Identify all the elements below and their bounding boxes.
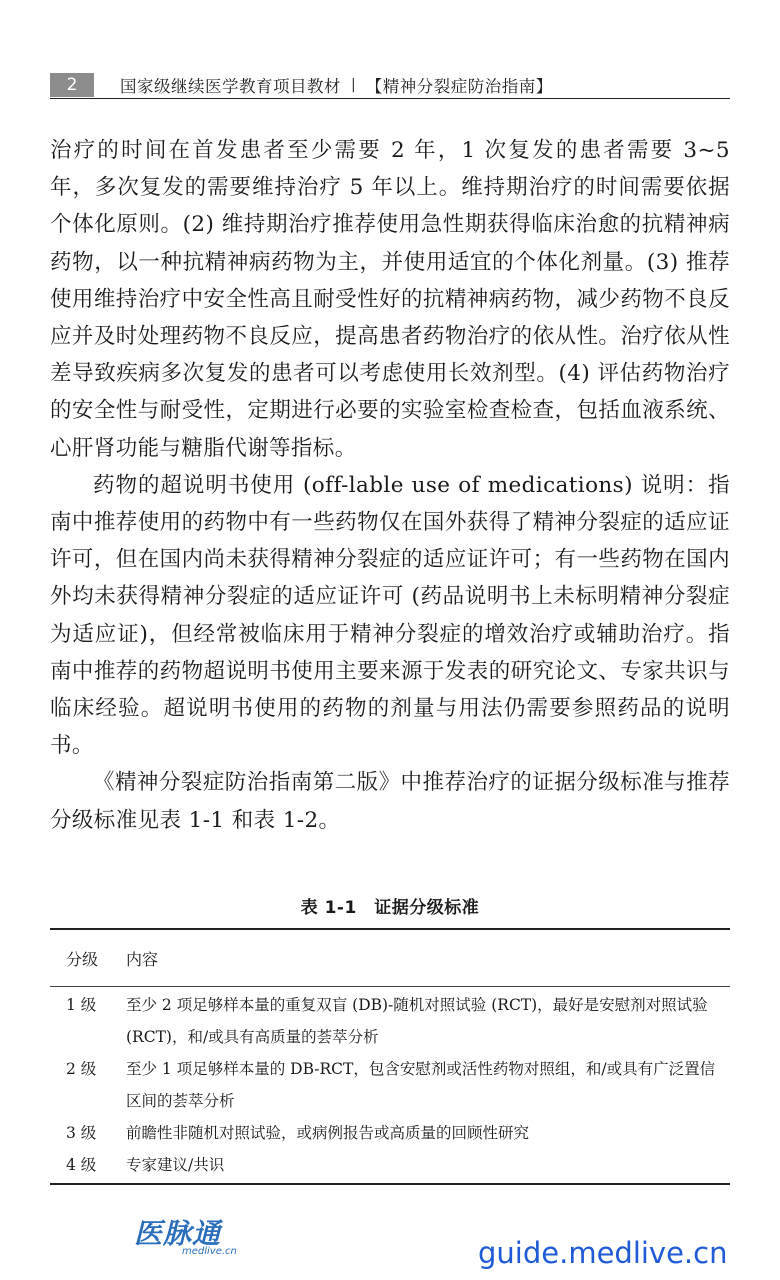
paragraph-1: 治疗的时间在首发患者至少需要 2 年，1 次复发的患者需要 3~5 年，多次复发的需要维持治疗 5 年以上。维持期治疗的时间需要依据个体化原则。(2) 维持期治疗推荐使用急性期获得临床治愈的抗精神病药物，以一种抗精神病药物为主，并使用适宜的个体化剂量。(3) 推荐使用维持治疗中安全性高且耐受性好的抗精神病药物，减少药物不良反应并及时处理药物不良反应，提高患者药物治疗的依从性。治疗依从性差导致疾病多次复发的患者可以考虑使用长效剂型。(4) 评估药物治疗的安全性与耐受性，定期进行必要的实验室检查检查，包括血液系统、心肝肾功能与糖脂代谢等指标。 xyxy=(50,138,730,461)
row-grade: 1 级 xyxy=(66,996,97,1014)
paragraph-2: 药物的超说明书使用 (off-lable use of medications) 说明：指南中推荐使用的药物中有一些药物仅在国外获得了精神分裂症的适应证许可，但在国内尚未获得精神分裂症的适应证许可；有一些药物在国内外均未获得精神分裂症的适应证许可 (药品说明书上未标明精神分裂症为适应证)，但经常被临床用于精神分裂症的增效治疗或辅助治疗。指南中推荐的药物超说明书使用主要来源于发表的研究论文、专家共识与临床经验。超说明书使用的药物的剂量与用法仍需要参照药品的说明书。 xyxy=(50,472,730,759)
table-row xyxy=(50,1149,730,1181)
table-row xyxy=(50,989,730,1053)
header-content: 内容 xyxy=(126,949,159,969)
row-grade: 2 级 xyxy=(66,1060,97,1078)
header-grade: 分级 xyxy=(66,949,99,969)
logo-text: 医脉通 xyxy=(134,1217,222,1250)
paragraph-3: 《精神分裂症防治指南第二版》中推荐治疗的证据分级标准与推荐分级标准见表 1-1 和表 1-2。 xyxy=(50,770,730,833)
table-caption: 表 1-1 证据分级标准 xyxy=(300,898,480,918)
row-grade: 4 级 xyxy=(66,1156,97,1174)
page-number: 2 xyxy=(50,73,94,97)
row-content: 至少 2 项足够样本量的重复双盲 (DB)-随机对照试验 (RCT)，最好是安慰剂对照试验 (RCT)，和/或具有高质量的荟萃分析 xyxy=(126,996,708,1046)
table-row xyxy=(50,1053,730,1117)
running-title: 国家级继续医学教育项目教材 xyxy=(120,77,341,96)
evidence-grade-table xyxy=(50,928,730,1185)
table-row xyxy=(50,1117,730,1149)
row-content: 前瞻性非随机对照试验，或病例报告或高质量的回顾性研究 xyxy=(126,1124,530,1142)
medlive-logo[interactable] xyxy=(134,1212,254,1258)
header-separator: | xyxy=(351,77,356,93)
body-text xyxy=(50,132,730,839)
book-title: 【精神分裂症防治指南】 xyxy=(365,77,553,96)
logo-subtext: medlive.cn xyxy=(182,1246,237,1257)
watermark-link[interactable]: guide.medlive.cn xyxy=(478,1236,728,1270)
table-header-row xyxy=(50,930,730,987)
row-grade: 3 级 xyxy=(66,1124,97,1142)
running-header xyxy=(50,72,730,99)
row-content: 至少 1 项足够样本量的 DB-RCT，包含安慰剂或活性药物对照组，和/或具有广泛置信区间的荟萃分析 xyxy=(126,1060,716,1110)
row-content: 专家建议/共识 xyxy=(126,1156,225,1174)
